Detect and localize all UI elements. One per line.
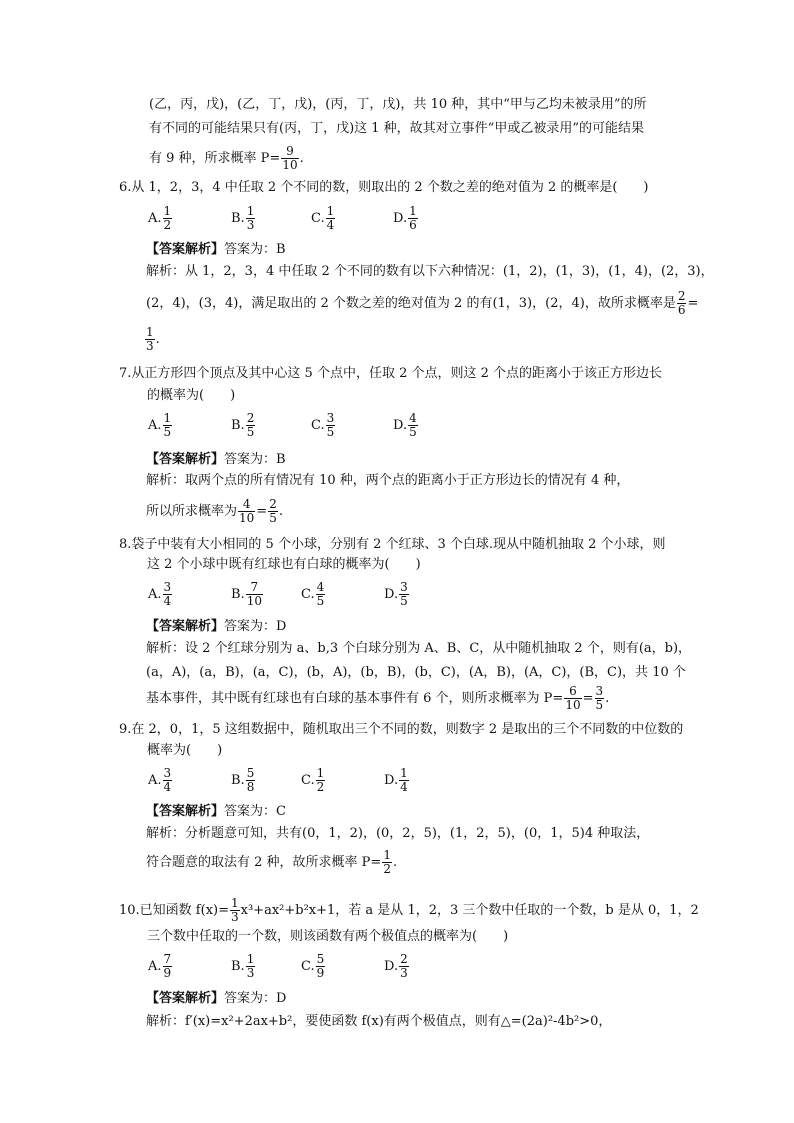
q8-option-c: C. $\frac{4}{5}$: [301, 580, 325, 608]
q8-answer: 【答案解析】答案为：D: [146, 619, 287, 634]
q6-explanation-3: $\frac{1}{3}$ .: [146, 325, 160, 353]
q7-option-b: B. $\frac{2}{5}$: [231, 411, 255, 439]
q10-option-b: B. $\frac{1}{3}$: [231, 952, 255, 980]
q10-option-a: A. $\frac{7}{9}$: [148, 952, 172, 980]
continuation-line-2: 有不同的可能结果只有(丙，丁，戊)这 1 种，故其对立事件“甲或乙被录用”的可能结果: [149, 121, 644, 136]
q9-option-b: B. $\frac{5}{8}$: [231, 766, 255, 794]
q10-option-d: D. $\frac{2}{3}$: [384, 952, 408, 980]
q7-explanation-2: 所以所求概率为 $\frac{4}{10}$ = $\frac{2}{5}$ .: [146, 497, 283, 525]
q6-answer: 【答案解析】答案为：B: [146, 242, 286, 257]
q10-explanation-1: 解析：f′(x)=x²+2ax+b²，要使函数 f(x)有两个极值点，则有△=(2a)²-4b²>0，: [146, 1014, 612, 1029]
q6-option-c: C. $\frac{1}{4}$: [311, 204, 335, 232]
q10-stem-1: 10.已知函数 f(x)= $\frac{1}{3}$ x³+ax²+b²x+1，若 a 是从 1，2，3 三个数中任取的一个数，b 是从 0，1，2: [119, 896, 699, 924]
q10-answer: 【答案解析】答案为：D: [146, 991, 287, 1006]
answer-tag: 【答案解析】: [146, 804, 225, 819]
q7-answer: 【答案解析】答案为：B: [146, 452, 286, 467]
q6-option-b: B. $\frac{1}{3}$: [231, 204, 255, 232]
q6-stem: 6.从 1，2，3，4 中任取 2 个不同的数，则取出的 2 个数之差的绝对值为 2 的概率是( ): [119, 180, 649, 195]
q8-stem-1: 8.袋子中装有大小相同的 5 个小球，分别有 2 个红球、3 个白球.现从中随机抽取 2 个小球，则: [119, 537, 666, 552]
q8-option-d: D. $\frac{3}{5}$: [384, 580, 408, 608]
fraction: $\frac{9}{10}$: [282, 144, 298, 172]
continuation-line-1: (乙，丙，戊)，(乙，丁，戊)，(丙，丁，戊)，共 10 种，其中“甲与乙均未被录用”的所: [149, 97, 647, 112]
answer-tag: 【答案解析】: [146, 991, 225, 1006]
q10-option-c: C. $\frac{5}{9}$: [301, 952, 325, 980]
q7-option-d: D. $\frac{4}{5}$: [393, 411, 417, 439]
q8-explanation-2: (a，A)，(a，B)，(a，C)，(b，A)，(b，B)，(b，C)，(A，B)，(A，C)，(B，C)，共 10 个: [146, 665, 686, 680]
q9-explanation-2: 符合题意的取法有 2 种，故所求概率 P= $\frac{1}{2}$ .: [146, 848, 398, 876]
q8-stem-2: 这 2 个小球中既有红球也有白球的概率为( ): [147, 557, 421, 572]
q6-explanation-1: 解析：从 1，2，3，4 中任取 2 个不同的数有以下六种情况：(1，2)，(1，3)，(1，4)，(2，3)，: [146, 264, 714, 279]
continuation-line-3: 有 9 种，所求概率 P= $\frac{9}{10}$ .: [149, 144, 304, 172]
answer-tag: 【答案解析】: [146, 242, 225, 257]
q6-option-d: D. $\frac{1}{6}$: [393, 204, 417, 232]
q6-option-a: A. $\frac{1}{2}$: [148, 204, 172, 232]
q8-option-b: B. $\frac{7}{10}$: [231, 580, 262, 608]
q6-explanation-2: (2，4)，(3，4)，满足取出的 2 个数之差的绝对值为 2 的有(1，3)，(2，4)，故所求概率是 $\frac{2}{6}$ =: [146, 289, 699, 317]
q8-explanation-3: 基本事件，其中既有红球也有白球的基本事件有 6 个，则所求概率为 P= $\frac{6}{10}$ = $\frac{3}{5}$ .: [146, 684, 610, 712]
q9-explanation-1: 解析：分析题意可知，共有(0，1，2)，(0，2，5)，(1，2，5)，(0，1，5)4 种取法，: [146, 826, 650, 841]
q7-stem-2: 的概率为( ): [147, 388, 236, 403]
q9-answer: 【答案解析】答案为：C: [146, 804, 286, 819]
answer-tag: 【答案解析】: [146, 452, 225, 467]
q10-stem-2: 三个数中任取的一个数，则该函数有两个极值点的概率为( ): [147, 929, 509, 944]
q8-explanation-1: 解析：设 2 个红球分别为 a、b,3 个白球分别为 A、B、C，从中随机抽取 2 个，则有(a，b)，: [146, 641, 692, 656]
q7-stem-1: 7.从正方形四个顶点及其中心这 5 个点中，任取 2 个点，则这 2 个点的距离小于该正方形边长: [119, 366, 663, 381]
answer-tag: 【答案解析】: [146, 619, 225, 634]
q7-explanation-1: 解析：取两个点的所有情况有 10 种，两个点的距离小于正方形边长的情况有 4 种，: [146, 473, 630, 488]
q9-option-a: A. $\frac{3}{4}$: [148, 766, 172, 794]
q7-option-a: A. $\frac{1}{5}$: [148, 411, 172, 439]
q9-stem-2: 概率为( ): [147, 743, 223, 758]
q7-option-c: C. $\frac{3}{5}$: [311, 411, 335, 439]
q9-option-c: C. $\frac{1}{2}$: [301, 766, 325, 794]
q9-option-d: D. $\frac{1}{4}$: [384, 766, 408, 794]
q8-option-a: A. $\frac{3}{4}$: [148, 580, 172, 608]
q9-stem-1: 9.在 2，0，1，5 这组数据中，随机取出三个不同的数，则数字 2 是取出的三个不同数的中位数的: [119, 722, 684, 737]
